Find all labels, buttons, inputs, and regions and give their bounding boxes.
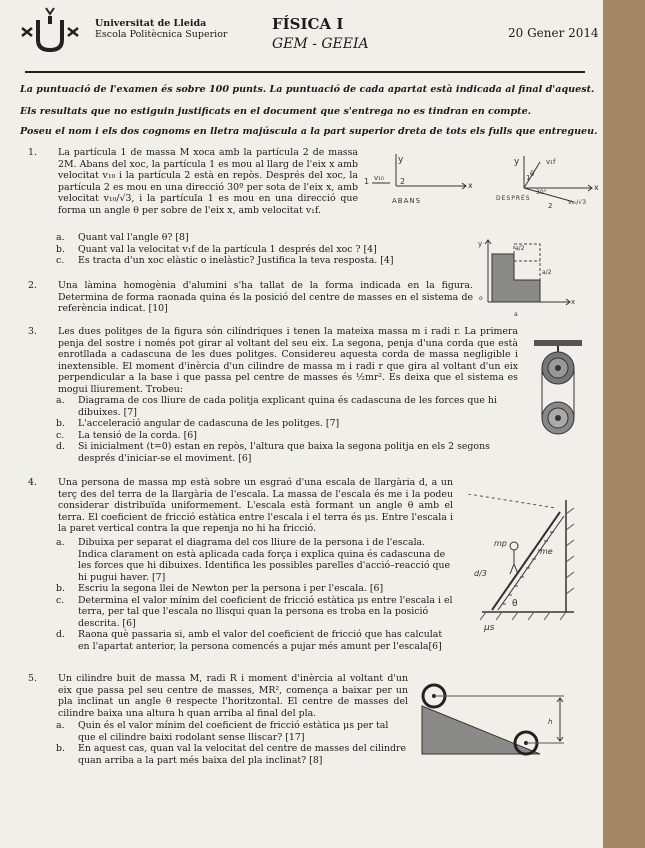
subquestion (56, 441, 518, 464)
sub-text: Quant val l'angle θ? [8] (78, 232, 189, 243)
sub-text: Dibuixa per separat el diagrama del cos lliure de la persona i de l'escala. Indica clarament on està aplicada cada força i explica quina és cadascuna de les forces que hi dibuixes. Identifica les possibles parelles d'acció–reacció que hi pugui haver. [7] (78, 537, 451, 583)
axis-y-label: y (514, 157, 520, 167)
v2-label: v₁₀/√3 (568, 199, 587, 206)
sub-letter: c. (56, 429, 65, 441)
after-label: DESPRÉS (496, 195, 531, 202)
intro-line-1: La puntuació de l'examen és sobre 100 punts. La puntuació de cada apartat està indicada al final d'aquest. (20, 84, 595, 95)
subquestion (56, 583, 453, 595)
ladder-mass-label: me (540, 547, 553, 556)
university-name: Universitat de Lleida (95, 18, 207, 29)
question-5-subs (28, 720, 408, 766)
subquestion (56, 418, 518, 430)
question-4 (28, 477, 453, 535)
figure-collision-after (496, 150, 600, 212)
top-half-label: a/2 (515, 245, 525, 252)
intro-line-2: Els resultats que no estiguin justificats en el document que s'entrega no es tindran en compte. (20, 106, 532, 117)
sub-letter: d. (56, 629, 65, 640)
course-block (272, 14, 369, 54)
table-background (603, 0, 645, 848)
person-mass-label: mp (494, 539, 507, 548)
sub-letter: a. (56, 720, 65, 731)
sub-letter: b. (56, 583, 65, 594)
sub-text: Determina el valor mínim del coeficient de fricció estàtica μs entre l'escala i el terra, per tal que l'escala no llisqui quan la persona es troba en la posició descrita. [6] (78, 594, 453, 629)
university-block (95, 18, 227, 40)
sub-letter: a. (56, 395, 65, 406)
particle-1-label: 1 (526, 174, 531, 182)
v1f-label: v₁f (546, 158, 556, 166)
question-3 (28, 326, 518, 395)
subquestion (56, 720, 408, 743)
subquestion (56, 537, 453, 583)
question-number: 4. (28, 477, 37, 488)
exam-date: 20 Gener 2014 (508, 26, 599, 40)
axis-x-label: x (468, 181, 473, 190)
friction-label: μs (484, 623, 495, 633)
question-2 (28, 280, 473, 315)
axis-x-label: x (594, 183, 599, 192)
figure-collision-before (356, 150, 476, 208)
university-logo-icon (20, 6, 86, 56)
axis-y-label: y (478, 240, 483, 248)
figure-pulleys (530, 336, 586, 440)
sub-letter: b. (56, 418, 65, 429)
sub-letter: b. (56, 243, 65, 255)
particle-2-label: 2 (400, 177, 406, 186)
sub-letter: a. (56, 537, 65, 548)
header-divider (25, 71, 585, 73)
subquestion (56, 594, 453, 630)
sub-text: En aquest cas, quan val la velocitat del centre de masses del cilindre quan arriba a la part més baixa del pla inclinat? [8] (78, 743, 407, 766)
question-3-subs (28, 395, 518, 464)
intro-line-3: Poseu el nom i els dos cognoms en lletra majúscula a la part superior dreta de tots els fulls que entregueu. (20, 126, 598, 137)
before-label: ABANS (392, 197, 422, 205)
sub-text: L'acceleració angular de cadascuna de les politges. [7] (78, 418, 340, 429)
axis-y-label: y (398, 155, 404, 165)
question-text: La partícula 1 de massa M xoca amb la partícula 2 de massa 2M. Abans del xoc, la partícula 1 es mou al llarg de l'eix x amb velocitat v₁₀ i la partícula 2 està en repòs. Després del xoc, la partícula 2 es mou en una direcció 30º per sota de l'eix x, amb velocitat v₁₀/√3, i la partícula 1 es mou en una direcció que forma un angle θ per sobre de l'eix x, amb velocitat v₁f. (58, 147, 358, 216)
subquestion (56, 255, 448, 267)
side-a-label: a (514, 311, 518, 318)
particle-2-label: 2 (548, 202, 553, 210)
sub-letter: d. (56, 441, 65, 452)
sub-text: Raona què passaria si, amb el valor del coeficient de fricció que has calculat en l'apartat anterior, la persona comencés a pujar més amunt per l'escala[6] (78, 629, 443, 652)
subject-title: FÍSICA I (272, 15, 344, 33)
figure-inclined-plane (414, 680, 586, 760)
question-text: Un cilindre buit de massa M, radi R i moment d'inèrcia al voltant d'un eix que passa pel seu centre de masses, MR², comença a baixar per un pla inclinat un angle θ respecte l'horitzontal. El centre de masses del cilindre baixa una altura h quan arriba al final del pla. (58, 673, 408, 719)
degree-name: GEM - GEEIA (272, 36, 369, 52)
question-number: 3. (28, 326, 37, 337)
subquestion (56, 429, 518, 442)
question-number: 1. (28, 147, 37, 158)
subquestion (56, 232, 448, 244)
subquestion (56, 743, 408, 766)
sub-letter: c. (56, 255, 65, 266)
question-5 (28, 673, 408, 719)
question-1-subs (28, 232, 448, 267)
figure-aluminium-sheet (478, 236, 578, 322)
axis-x-label: x (571, 298, 576, 306)
question-4-subs (28, 537, 453, 652)
sub-text: La tensió de la corda. [6] (78, 429, 197, 441)
sub-text: Quin és el valor mínim del coeficient de fricció estàtica μs per tal que el cilindre baixi rodolant sense lliscar? [17] (78, 720, 389, 743)
theta-label: θ (530, 170, 535, 178)
question-number: 5. (28, 673, 37, 684)
question-text: Una làmina homogènia d'alumini s'ha tallat de la forma indicada en la figura. Determina de forma raonada quina és la posició del centre de masses en el sistema de referència indicat. [10] (58, 280, 473, 314)
figure-ladder (462, 494, 588, 636)
subquestion (56, 395, 518, 418)
question-text: Les dues politges de la figura són cilíndriques i tenen la mateixa massa m i radi r. La primera penja del sostre i només pot girar al voltant del seu eix. La segona, penja d'una corda que està enrotllada a cadascuna de les dues politges. Considereu aquesta corda de massa negligible i inextensible. El moment d'inèrcia d'un cilindre de massa m i radi r que gira al voltant d'un eix perpendicular a la base i que passa pel centre de masses és ½mr². Es deixa que el sistema es mogui lliurement. Trobeu: (58, 326, 518, 395)
question-number: 2. (28, 280, 37, 291)
angle-label: 30° (536, 189, 547, 196)
subquestion (56, 243, 448, 256)
sub-text: Quant val la velocitat v₁f de la partícula 1 després del xoc ? [4] (78, 243, 377, 255)
school-name: Escola Politècnica Superior (95, 29, 228, 40)
theta-label: θ (512, 599, 518, 609)
origin-label: o (479, 295, 483, 302)
particle-1-label: 1 (364, 177, 370, 186)
question-1 (28, 147, 358, 216)
distance-label: d/3 (474, 569, 487, 578)
sub-text: Diagrama de cos lliure de cada politja explicant quina és cadascuna de les forces que hi dibuixes. [7] (78, 395, 497, 418)
sub-letter: a. (56, 232, 65, 243)
question-text: Una persona de massa mp està sobre un esgraó d'una escala de llargària d, a un terç des del terra de la llargària de l'escala. La massa de l'escala és me i la podeu considerar distribuïda uniformement. L'escala està formant un angle θ amb el terra. El coeficient de fricció estàtica entre l'escala i el terra és μs. Entre l'escala i la paret vertical contra la que repenja no hi ha fricció. (58, 477, 453, 534)
sub-text: Si inicialment (t=0) estan en repòs, l'altura que baixa la segona politja en els 2 segons després d'iniciar-se el moviment. [6] (78, 441, 490, 464)
sub-letter: b. (56, 743, 65, 754)
sub-text: Escriu la segona llei de Newton per la persona i per l'escala. [6] (78, 583, 384, 594)
velocity-label: v₁₀ (374, 174, 384, 182)
sub-letter: c. (56, 594, 65, 606)
sub-text: Es tracta d'un xoc elàstic o inelàstic? Justifica la teva resposta. [4] (78, 255, 394, 266)
height-label: h (548, 718, 553, 726)
subquestion (56, 629, 453, 652)
right-half-label: a/2 (542, 269, 552, 276)
